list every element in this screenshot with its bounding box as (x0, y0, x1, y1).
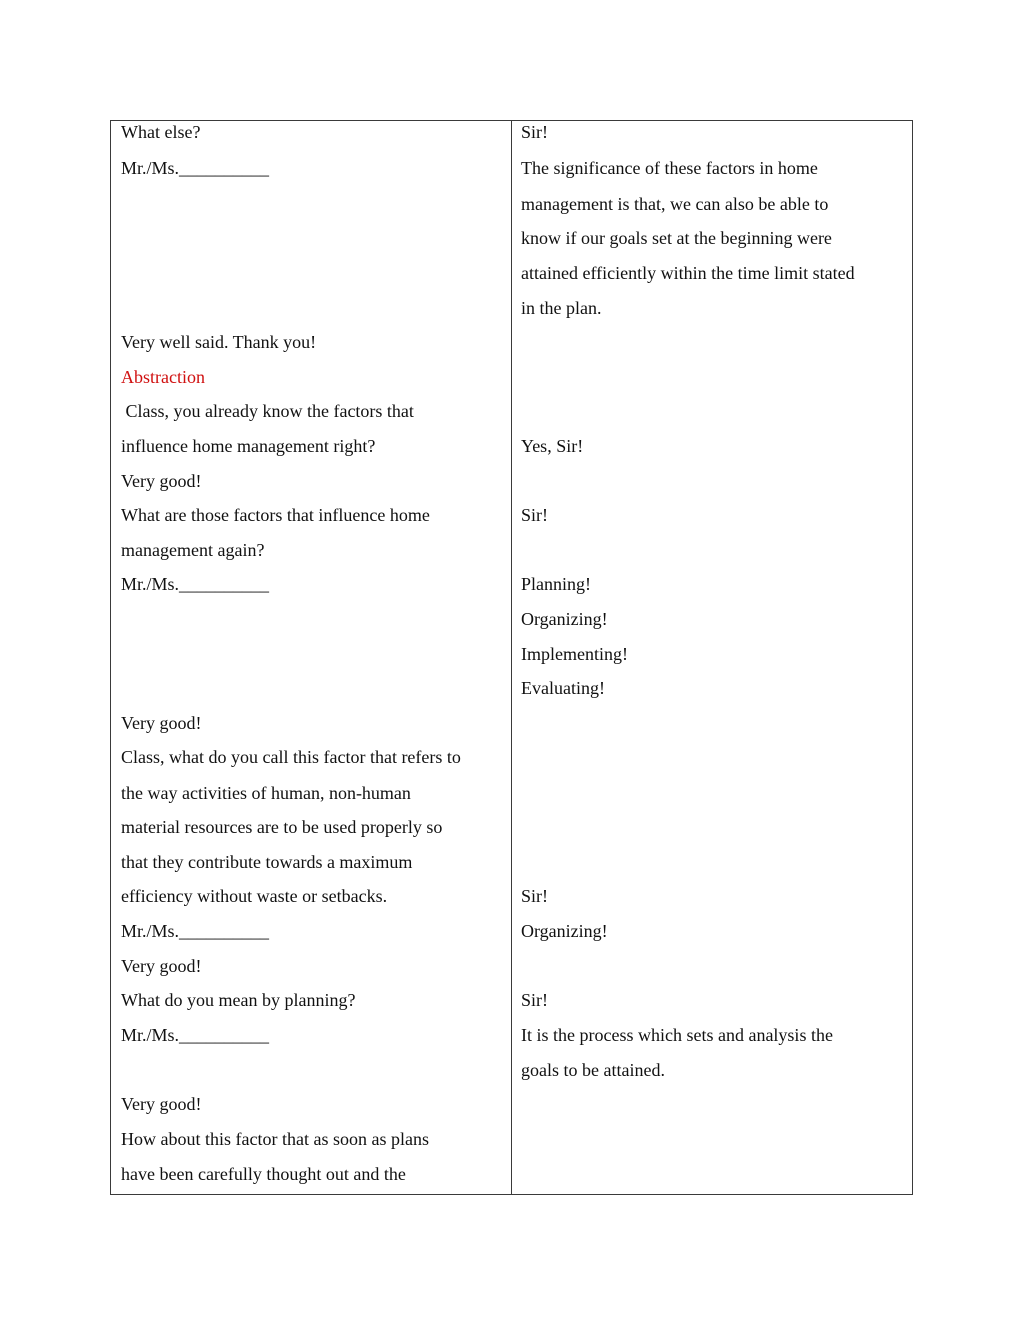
teacher-line: Mr./Ms.__________ (121, 921, 270, 941)
teacher-line: Class, what do you call this factor that refers to (121, 747, 461, 767)
student-line: Yes, Sir! (521, 436, 584, 456)
student-line: Organizing! (521, 609, 608, 629)
teacher-line: Very good! (121, 471, 202, 491)
teacher-line: that they contribute towards a maximum (121, 852, 413, 872)
teacher-line: Class, you already know the factors that (121, 401, 414, 421)
column-divider (511, 121, 512, 1194)
teacher-line: What else? (121, 122, 201, 142)
student-line: Implementing! (521, 644, 628, 664)
teacher-line: material resources are to be used properly so (121, 817, 443, 837)
student-line: know if our goals set at the beginning were (521, 228, 832, 248)
teacher-line: Mr./Ms.__________ (121, 574, 270, 594)
teacher-line: Very good! (121, 713, 202, 733)
student-line: Sir! (521, 886, 548, 906)
student-line: Sir! (521, 122, 548, 142)
student-line: It is the process which sets and analysis the (521, 1025, 833, 1045)
student-line: Evaluating! (521, 678, 605, 698)
student-line: Organizing! (521, 921, 608, 941)
student-line: The significance of these factors in home (521, 158, 818, 178)
teacher-line: Very good! (121, 956, 202, 976)
student-line: Sir! (521, 990, 548, 1010)
teacher-line: management again? (121, 540, 265, 560)
student-line: Planning! (521, 574, 591, 594)
student-line: in the plan. (521, 298, 602, 318)
teacher-line: What do you mean by planning? (121, 990, 356, 1010)
teacher-line: What are those factors that influence home (121, 505, 430, 525)
student-line: Sir! (521, 505, 548, 525)
teacher-line: the way activities of human, non-human (121, 783, 411, 803)
teacher-line: efficiency without waste or setbacks. (121, 886, 388, 906)
teacher-line: influence home management right? (121, 436, 376, 456)
lesson-plan-table (110, 120, 913, 1195)
section-heading-abstraction: Abstraction (121, 367, 205, 387)
teacher-line: Mr./Ms.__________ (121, 1025, 270, 1045)
teacher-line: Very well said. Thank you! (121, 332, 317, 352)
teacher-line: have been carefully thought out and the (121, 1164, 406, 1184)
teacher-line: Very good! (121, 1094, 202, 1114)
teacher-line: Mr./Ms.__________ (121, 158, 270, 178)
student-line: attained efficiently within the time limit stated (521, 263, 855, 283)
student-line: goals to be attained. (521, 1060, 665, 1080)
student-line: management is that, we can also be able to (521, 194, 829, 214)
teacher-line: How about this factor that as soon as plans (121, 1129, 429, 1149)
